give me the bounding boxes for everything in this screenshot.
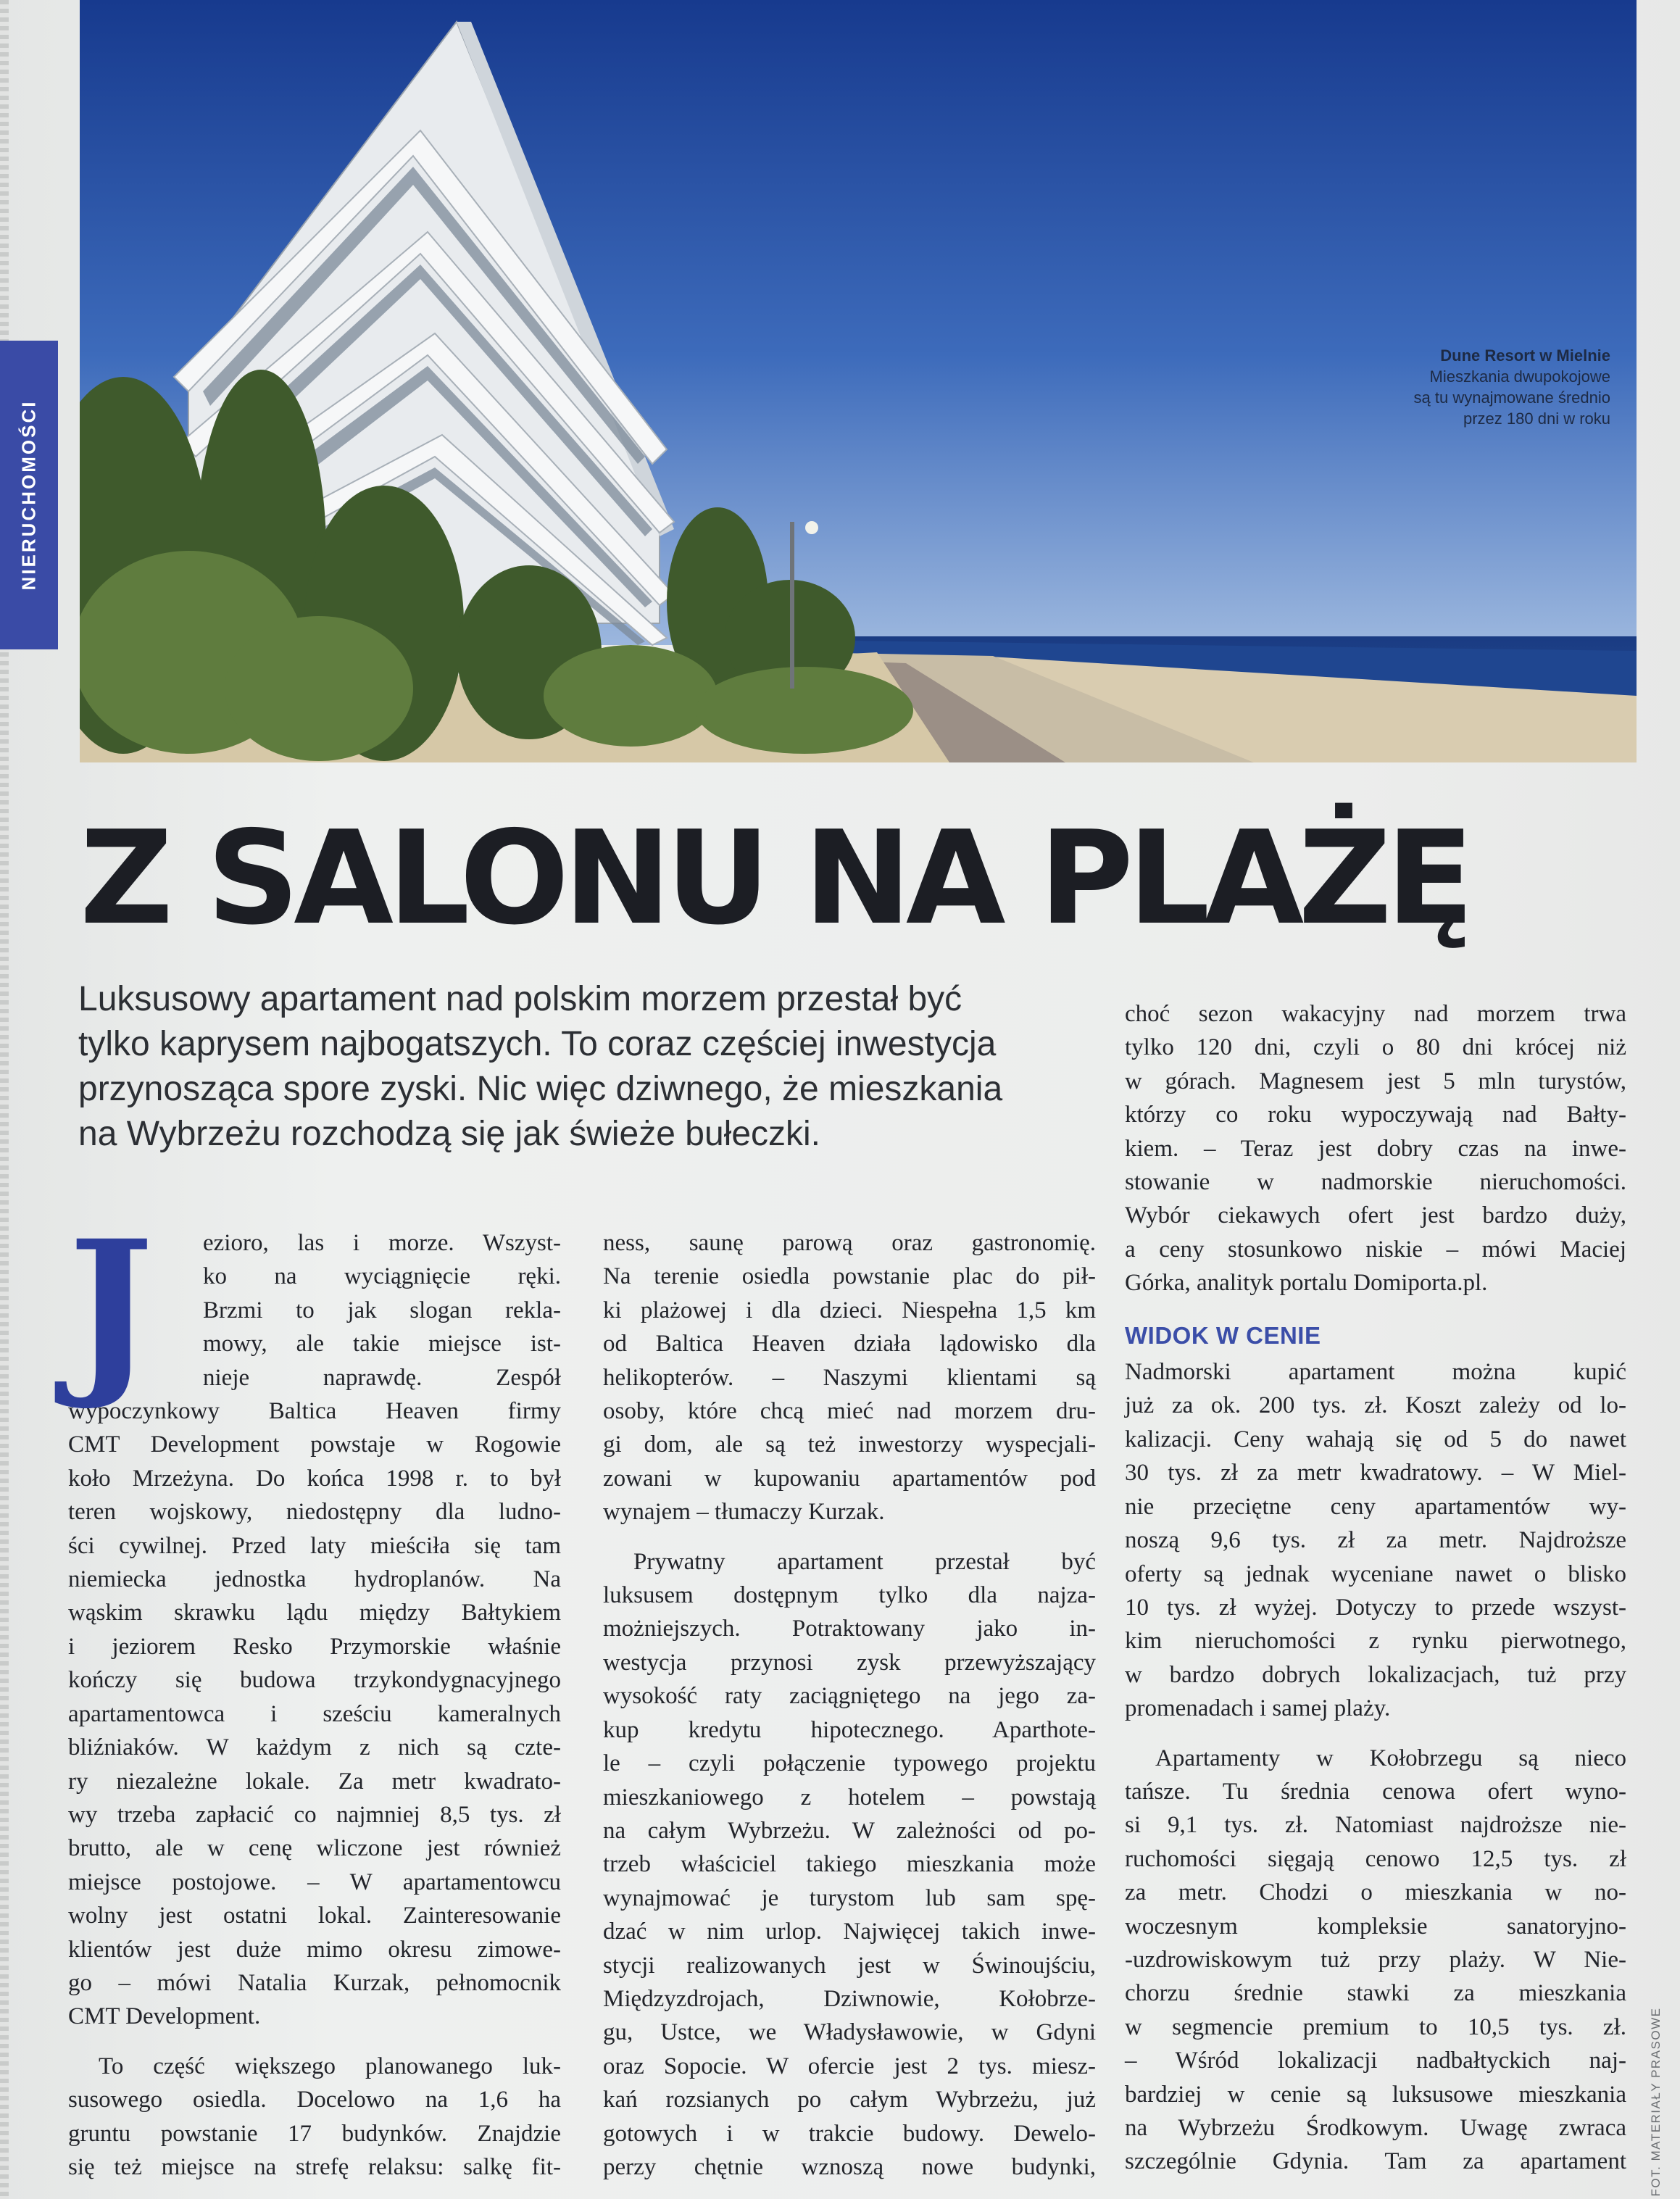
text-line: CMT Development. (68, 2003, 261, 2030)
text-line: westycja przynosi zysk przewyższający (603, 1649, 1096, 1676)
text-line: stycji realizowanych jest w Świnoujściu, (603, 1952, 1096, 1979)
article-headline: Z SALONU NA PLAŻĘ (80, 803, 1468, 953)
paragraph (1125, 997, 1626, 1300)
text-line: oraz Sopocie. W ofercie jest 2 tys. miesz- (603, 2053, 1096, 2079)
paragraph-gap (1125, 1726, 1626, 1742)
text-line: choć sezon wakacyjny nad morzem trwa (1125, 1001, 1626, 1027)
text-line: kań rozsianych po całym Wybrzeżu, już (603, 2087, 1096, 2113)
article-lead (78, 977, 1136, 1157)
text-line: oferty są jednak wyceniane nawet o blisko (1125, 1560, 1626, 1587)
text-line: wysokość raty zaciągniętego na jego za- (603, 1683, 1096, 1710)
page-binding-edge (0, 0, 9, 2199)
text-line: koło Mrzeżyna. Do końca 1998 r. to był (68, 1465, 561, 1492)
text-line: którzy co roku wypoczywają nad Bałty- (1125, 1102, 1626, 1128)
text-line: wypoczynkowy Baltica Heaven firmy (68, 1398, 561, 1425)
text-line: si 9,1 tys. zł. Natomiast najdroższe nie- (1125, 1812, 1626, 1839)
text-line: kim nieruchomości z rynku pierwotnego, (1125, 1628, 1626, 1655)
paragraph (1125, 1355, 1626, 1725)
text-line: klientów jest duże mimo okresu zimowe- (68, 1936, 561, 1963)
text-line: 30 tys. zł za metr kwadratowy. – W Miel- (1125, 1460, 1626, 1487)
caption-line: Mieszkania dwupokojowe (1429, 367, 1610, 386)
text-line: perzy chętnie wznoszą nowe budynki, (603, 2153, 1096, 2180)
text-line: już za ok. 200 tys. zł. Koszt zależy od lo- (1125, 1392, 1626, 1419)
text-line: noszą 9,6 tys. zł za metr. Najdroższe (1125, 1527, 1626, 1554)
paragraph (603, 1545, 1096, 2185)
text-line: a ceny stosunkowo niskie – mówi Maciej (1125, 1236, 1626, 1263)
text-line: szczególnie Gdynia. Tam za apartament (1125, 2148, 1626, 2175)
article-column-1 (68, 1200, 561, 2184)
text-line: nieje naprawdę. Zespół (203, 1364, 561, 1391)
paragraph (68, 2050, 561, 2185)
text-line: woczesnym kompleksie sanatoryjno- (1125, 1913, 1626, 1940)
hero-photo (80, 0, 1637, 762)
text-line: -uzdrowiskowym tuż przy plaży. W Nie- (1125, 1946, 1626, 1973)
paragraph (1125, 1742, 1626, 2179)
text-line: Nadmorski apartament można kupić (1125, 1359, 1626, 1386)
text-line: mowy, ale takie miejsce ist- (203, 1331, 561, 1358)
text-line: w segmencie premium to 10,5 tys. zł. (1125, 2013, 1626, 2040)
text-line: w bardzo dobrych lokalizacjach, tuż przy (1125, 1661, 1626, 1688)
text-line: Apartamenty w Kołobrzegu są nieco (1155, 1745, 1626, 1771)
text-line: To część większego planowanego luk- (99, 2053, 561, 2079)
text-line: dzać w nim urlop. Najwięcej takich inwe- (603, 1919, 1096, 1945)
text-line: niemiecka jednostka hydroplanów. Na (68, 1566, 561, 1593)
text-line: Brzmi to jak slogan rekla- (203, 1297, 561, 1323)
photo-credit: FOT. MATERIAŁY PRASOWE (1649, 2007, 1663, 2197)
caption-line: przez 180 dni w roku (1463, 410, 1610, 428)
caption-line: są tu wynajmowane średnio (1413, 388, 1610, 407)
text-line: bardziej w cenie są luksusowe mieszkania (1125, 2081, 1626, 2108)
text-line: – Wśród lokalizacji nadbałtyckich naj- (1125, 2048, 1626, 2074)
text-line: zowani w kupowaniu apartamentów pod (603, 1465, 1096, 1492)
photo-caption (1414, 345, 1610, 429)
text-line: Wybór ciekawych ofert jest bardzo duży, (1125, 1202, 1626, 1229)
paragraph-gap (68, 2034, 561, 2050)
lead-line: Luksusowy apartament nad polskim morzem przestał być (78, 980, 962, 1018)
text-line: chorzu średnie stawki za mieszkania (1125, 1980, 1626, 2007)
text-line: na całym Wybrzeżu. W zależności od po- (603, 1817, 1096, 1844)
text-line: za metr. Chodzi o mieszkania w no- (1125, 1879, 1626, 1906)
text-line: bliźniaków. W każdym z nich są czte- (68, 1734, 561, 1761)
text-line: ry niezależne lokale. Za metr kwadrato- (68, 1768, 561, 1795)
text-line: możniejszych. Potraktowany jako in- (603, 1616, 1096, 1642)
paragraph-gap (603, 1529, 1096, 1545)
text-line: trzeb właściciel takiego mieszkania może (603, 1851, 1096, 1878)
text-line: gruntu powstanie 17 budynków. Znajdzie (68, 2120, 561, 2147)
lead-line: na Wybrzeżu rozchodzą się jak świeże bułeczki. (78, 1115, 821, 1153)
text-line: tańsze. Tu średnia cenowa ofert wyno- (1125, 1778, 1626, 1805)
text-line: wynajem – tłumaczy Kurzak. (603, 1499, 885, 1526)
text-line: CMT Development powstaje w Rogowie (68, 1431, 561, 1458)
text-line: w górach. Magnesem jest 5 mln turystów, (1125, 1068, 1626, 1094)
text-line: le – czyli połączenie typowego projektu (603, 1750, 1096, 1777)
text-line: ezioro, las i morze. Wszyst- (203, 1230, 561, 1256)
text-line: od Baltica Heaven działa lądowisko dla (603, 1331, 1096, 1358)
text-line: susowego osiedla. Docelowo na 1,6 ha (68, 2087, 561, 2113)
text-line: helikopterów. – Naszymi klientami są (603, 1364, 1096, 1391)
text-line: Międzyzdrojach, Dziwnowie, Kołobrze- (603, 1985, 1096, 2012)
article-column-3 (1125, 997, 1626, 2179)
text-line: na Wybrzeżu Środkowym. Uwagę zwraca (1125, 2115, 1626, 2141)
text-line: kończy się budowa trzykondygnacyjnego (68, 1667, 561, 1694)
text-line: gotowych i w trakcie budowy. Dewelo- (603, 2120, 1096, 2147)
text-line: gi dom, ale są też inwestorzy wyspecjali- (603, 1431, 1096, 1458)
text-line: Górka, analityk portalu Domiporta.pl. (1125, 1270, 1488, 1297)
caption-title: Dune Resort w Mielnie (1440, 346, 1610, 365)
text-line: ruchomości sięgają cenowo 12,5 tys. zł (1125, 1845, 1626, 1872)
text-line: mieszkaniowego z hotelem – powstają (603, 1784, 1096, 1811)
text-line: osoby, które chcą mieć nad morzem dru- (603, 1398, 1096, 1425)
text-line: promenadach i samej plaży. (1125, 1695, 1391, 1722)
text-line: ści cywilnej. Przed laty mieściła się tam (68, 1532, 561, 1559)
section-subheading: WIDOK W CENIE (1125, 1321, 1321, 1349)
text-line: kiem. – Teraz jest dobry czas na inwe- (1125, 1135, 1626, 1162)
text-line: 10 tys. zł wyżej. Dotyczy to przede wszyst- (1125, 1594, 1626, 1621)
text-line: go – mówi Natalia Kurzak, pełnomocnik (68, 1969, 561, 1996)
text-line: wy trzeba zapłacić co najmniej 8,5 tys. zł (68, 1801, 561, 1828)
text-line: się też miejsce na strefę relaksu: salkę fit- (68, 2153, 561, 2180)
text-line: miejsce postojowe. – W apartamentowcu (68, 1868, 561, 1895)
text-line: brutto, ale w cenę wliczone jest również (68, 1835, 561, 1862)
text-line: teren wojskowy, niedostępny dla ludno- (68, 1499, 561, 1526)
section-label: NIERUCHOMOŚCI (17, 399, 40, 591)
text-line: wynajmować je turystom lub sam spę- (603, 1884, 1096, 1911)
text-line: ko na wyciągnięcie ręki. (203, 1263, 561, 1290)
text-line: stowanie w nadmorskie nieruchomości. (1125, 1169, 1626, 1196)
lead-line: przynosząca spore zyski. Nic więc dziwnego, że mieszkania (78, 1070, 1003, 1108)
text-line: luksusem dostępnym tylko dla najza- (603, 1582, 1096, 1609)
text-line: Prywatny apartament przestał być (633, 1548, 1096, 1575)
text-line: kup kredytu hipotecznego. Aparthote- (603, 1716, 1096, 1743)
text-line: Na terenie osiedla powstanie plac do pił- (603, 1263, 1096, 1290)
text-line: apartamentowca i sześciu kameralnych (68, 1700, 561, 1727)
article-column-2 (603, 1226, 1096, 2184)
text-line: i jeziorem Resko Przymorskie właśnie (68, 1633, 561, 1660)
lead-line: tylko kaprysem najbogatszych. To coraz częściej inwestycja (78, 1025, 997, 1063)
text-line: wąskim skrawku lądu między Bałtykiem (68, 1600, 561, 1626)
beach-resort-photo-icon (80, 0, 1637, 762)
text-line: tylko 120 dni, czyli o 80 dni krócej niż (1125, 1034, 1626, 1061)
text-line: kalizacji. Ceny wahają się od 5 do nawet (1125, 1426, 1626, 1452)
drop-cap: J (68, 1200, 154, 1413)
paragraph (603, 1226, 1096, 1529)
text-line: wolny jest ostatni lokal. Zainteresowanie (68, 1903, 561, 1929)
text-line: ki plażowej i dla dzieci. Niespełna 1,5 km (603, 1297, 1096, 1323)
text-line: nie przeciętne ceny apartamentów wy- (1125, 1493, 1626, 1520)
text-line: ness, saunę parową oraz gastronomię. (603, 1230, 1096, 1256)
text-line: gu, Ustce, we Władysławowie, w Gdyni (603, 2019, 1096, 2046)
